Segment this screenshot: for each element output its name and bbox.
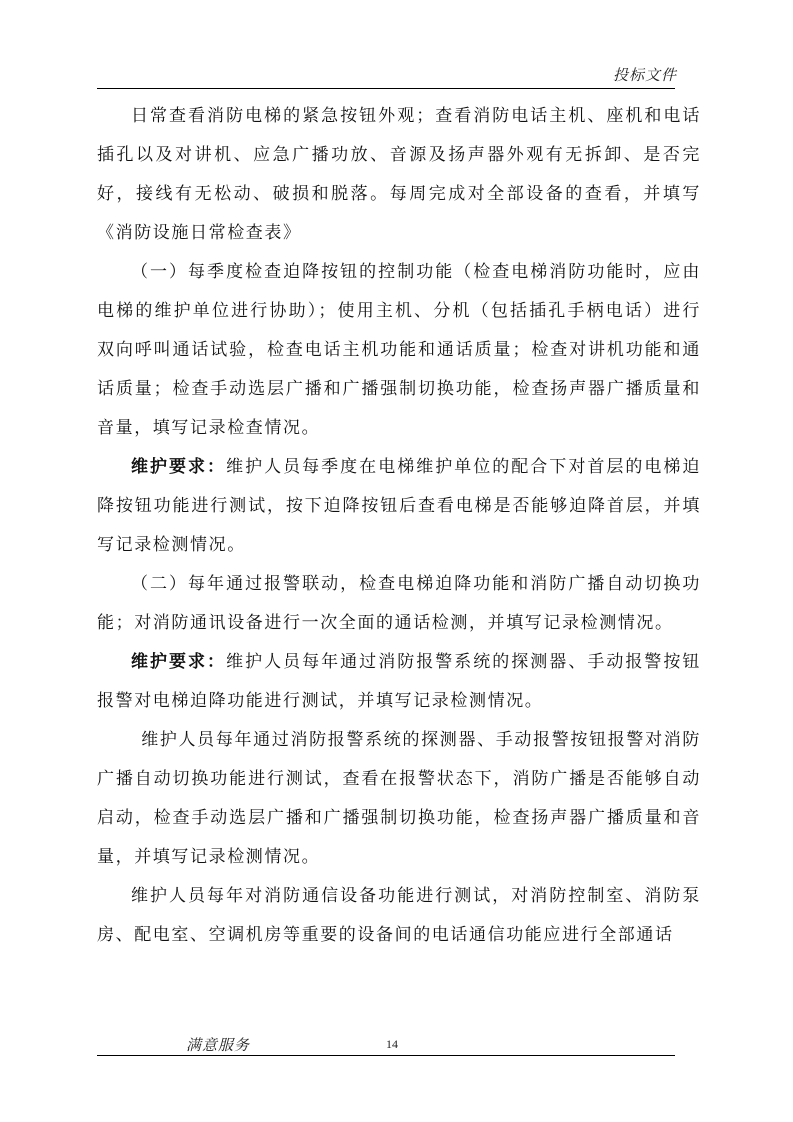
page-number: 14 [386, 1037, 398, 1051]
maintenance-requirement-label: 维护要求： [131, 457, 227, 477]
paragraph-broadcast-test [97, 721, 701, 877]
header-divider [97, 88, 675, 89]
paragraph-text: 维护人员每年对消防通信设备功能进行测试，对消防控制室、消防泵房、配电室、空调机房等重要的设备间的电话通信功能应进行全部通话 [97, 886, 701, 945]
paragraph-quarterly-check [97, 253, 701, 448]
footer-divider [97, 1055, 675, 1056]
paragraph-annual-check [97, 565, 701, 643]
paragraph-communication-test [97, 877, 701, 955]
paragraph-text: 维护人员每年通过消防报警系统的探测器、手动报警按钮报警对电梯迫降功能进行测试，并填写记录检测情况。 [97, 652, 702, 711]
paragraph-text: （一）每季度检查迫降按钮的控制功能（检查电梯消防功能时，应由电梯的维护单位进行协助）；使用主机、分机（包括插孔手柄电话）进行双向呼叫通话试验，检查电话主机功能和通话质量；检查对讲机功能和通话质量；检查手动选层广播和广播强制切换功能，检查扬声器广播质量和音量，填写记录检查情况。 [97, 262, 701, 438]
paragraph-text: 日常查看消防电梯的紧急按钮外观；查看消防电话主机、座机和电话插孔以及对讲机、应急广播功放、音源及扬声器外观有无拆卸、是否完好，接线有无松动、破损和脱落。每周完成对全部设备的查看，并填写《消防设施日常检查表》 [97, 106, 701, 243]
paragraph-daily-check [97, 97, 701, 253]
paragraph-text: 维护人员每季度在电梯维护单位的配合下对首层的电梯迫降按钮功能进行测试，按下迫降按钮后查看电梯是否能够迫降首层，并填写记录检测情况。 [97, 457, 702, 555]
paragraph-quarterly-maintenance [97, 448, 701, 565]
paragraph-annual-maintenance [97, 643, 701, 721]
maintenance-requirement-label: 维护要求： [131, 652, 227, 672]
paragraph-text: 维护人员每年通过消防报警系统的探测器、手动报警按钮报警对消防广播自动切换功能进行测试，查看在报警状态下，消防广播是否能够自动启动，检查手动选层广播和广播强制切换功能，检查扬声器广播质量和音量，并填写记录检测情况。 [97, 730, 701, 867]
document-body [97, 97, 701, 955]
page-header-title: 投标文件 [613, 66, 678, 84]
footer-slogan: 满意服务 [186, 1036, 251, 1054]
paragraph-text: （二）每年通过报警联动，检查电梯迫降功能和消防广播自动切换功能；对消防通讯设备进行一次全面的通话检测，并填写记录检测情况。 [97, 574, 701, 633]
